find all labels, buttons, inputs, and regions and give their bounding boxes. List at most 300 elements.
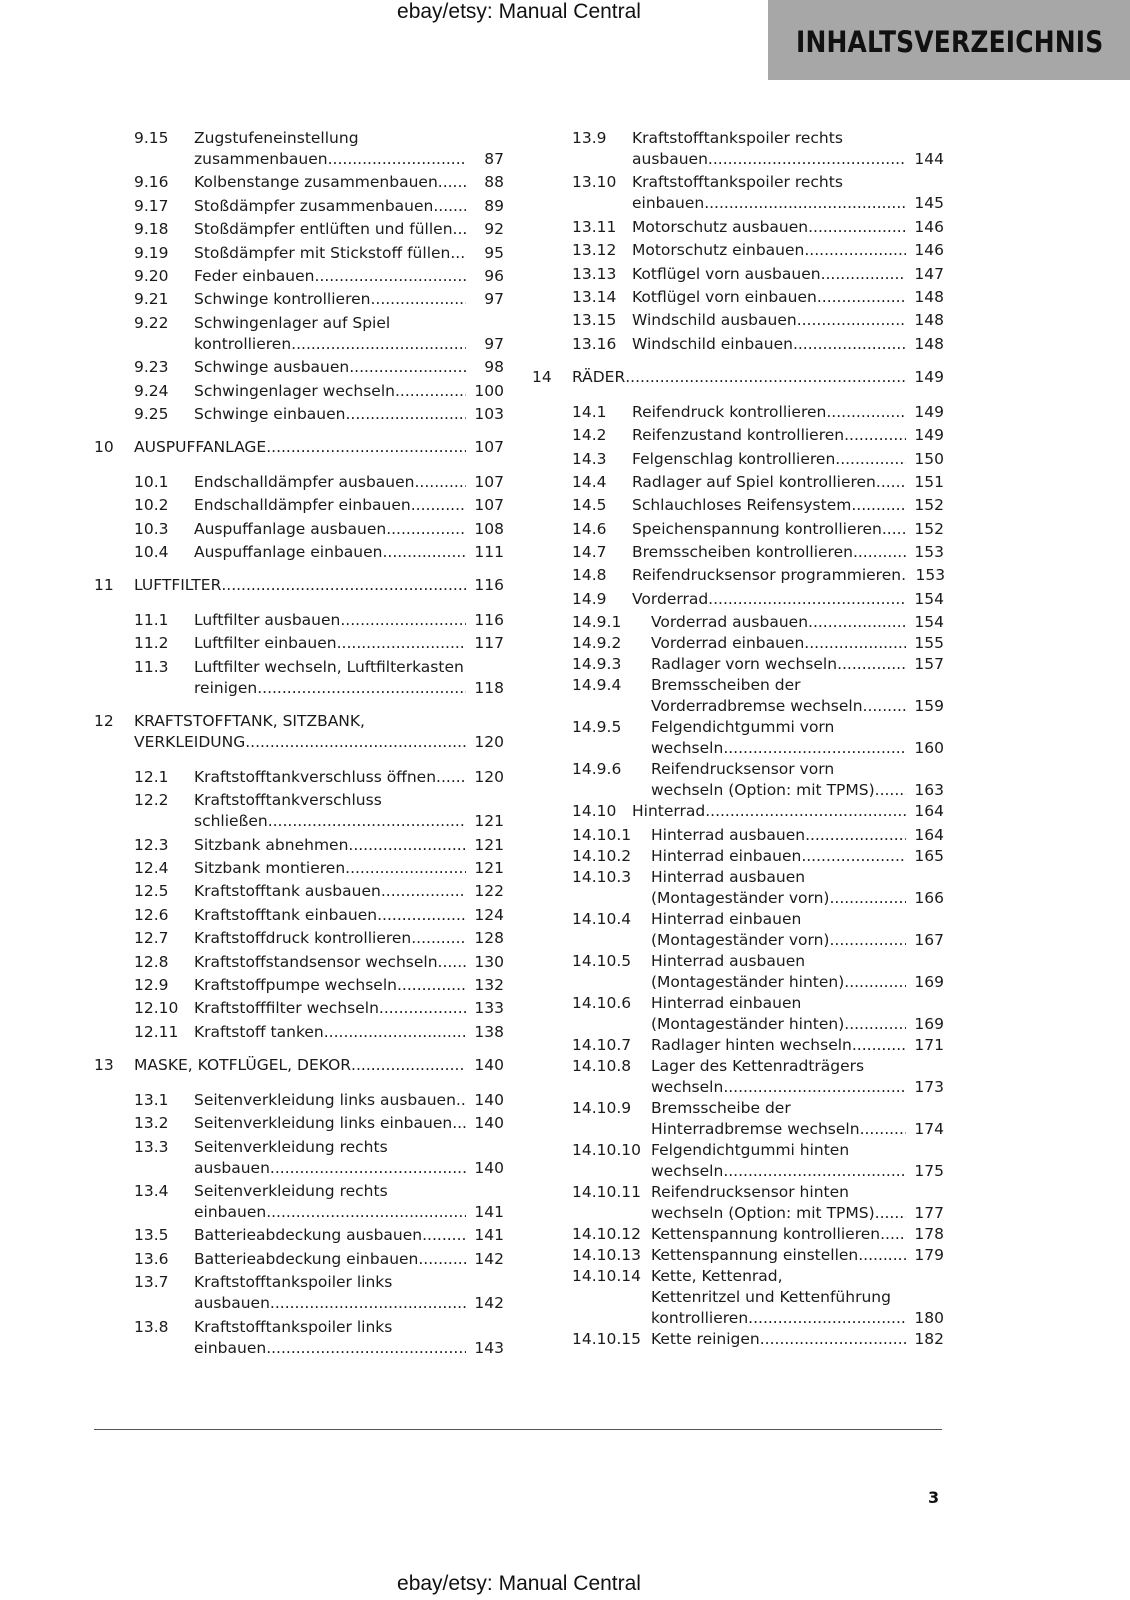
toc-entry-number: 13.11 — [572, 217, 617, 236]
dot-leader — [837, 654, 906, 675]
toc-entry-title: Stoßdämpfer mit Stickstoff füllen — [194, 243, 451, 262]
toc-entry-title: kontrollieren — [651, 1308, 749, 1327]
toc-entry-title: Kraftstoff tanken — [194, 1022, 324, 1041]
toc-entry-number: 14.10 — [572, 802, 617, 821]
toc-entry[interactable] — [532, 846, 944, 867]
toc-entry[interactable] — [94, 172, 504, 193]
toc-entry-title: Hinterrad ausbauen — [651, 951, 806, 970]
toc-entry-title: Kettenspannung einstellen — [651, 1245, 859, 1264]
toc-entry-number: 13.3 — [134, 1137, 169, 1156]
toc-entry-title: Hinterrad einbauen — [651, 909, 802, 928]
dot-leader — [345, 404, 466, 425]
toc-entry-number: 10.2 — [134, 496, 169, 515]
toc-entry-number: 9.25 — [134, 404, 169, 423]
toc-entry[interactable] — [94, 289, 504, 310]
toc-entry-page: 149 — [914, 367, 944, 386]
toc-entry-number: 9.20 — [134, 266, 169, 285]
toc-entry-page: 164 — [914, 825, 944, 844]
toc-entry-page: 107 — [474, 472, 504, 491]
toc-entry-page: 150 — [914, 449, 944, 468]
toc-entry-number: 14.10.7 — [572, 1035, 632, 1054]
toc-entry-page: 152 — [914, 519, 944, 538]
toc-entry[interactable] — [532, 633, 944, 654]
toc-entry[interactable] — [532, 334, 944, 355]
dot-leader — [438, 952, 466, 973]
toc-entry-page: 96 — [484, 266, 504, 285]
toc-entry-number: 13.7 — [134, 1273, 169, 1292]
toc-entry[interactable] — [94, 835, 504, 856]
toc-entry-title: Felgenschlag kontrollieren — [632, 449, 836, 468]
toc-entry[interactable] — [94, 219, 504, 240]
toc-entry-page: 132 — [474, 975, 504, 994]
toc-chapter[interactable] — [94, 575, 504, 596]
toc-entry[interactable] — [94, 610, 504, 631]
toc-entry[interactable] — [532, 172, 944, 214]
toc-entry-title: Kraftstoffdruck kontrollieren — [194, 929, 412, 948]
toc-entry[interactable] — [532, 1224, 944, 1245]
toc-entry-number: 13.10 — [572, 173, 617, 192]
toc-entry-title: reinigen — [194, 678, 258, 697]
toc-entry[interactable] — [94, 404, 504, 425]
toc-entry-number: 13.6 — [134, 1249, 169, 1268]
dot-leader — [723, 738, 906, 759]
toc-entry[interactable] — [94, 767, 504, 788]
toc-entry[interactable] — [532, 310, 944, 331]
toc-entry-number: 12.8 — [134, 952, 169, 971]
toc-entry-page: 154 — [914, 589, 944, 608]
toc-entry[interactable] — [94, 1022, 504, 1043]
toc-entry-number: 14.10.13 — [572, 1245, 642, 1264]
toc-entry-title: Reifendrucksensor hinten — [651, 1182, 849, 1201]
dot-leader — [844, 1014, 906, 1035]
toc-entry-title: Windschild ausbauen — [632, 311, 797, 330]
toc-entry[interactable] — [94, 952, 504, 973]
dot-leader — [456, 1090, 466, 1111]
dot-leader — [379, 998, 466, 1019]
dot-leader — [821, 264, 906, 285]
toc-entry-title: Schlauchloses Reifensystem — [632, 496, 852, 515]
dot-leader — [829, 930, 906, 951]
toc-entry[interactable] — [94, 472, 504, 493]
toc-entry-title: Sitzbank montieren — [194, 859, 346, 878]
toc-entry-page: 128 — [474, 929, 504, 948]
toc-entry-page: 89 — [484, 196, 504, 215]
toc-chapter[interactable] — [532, 367, 944, 388]
toc-entry-title: (Montageständer hinten) — [651, 972, 845, 991]
dot-leader — [328, 149, 466, 170]
toc-entry-number: 12.9 — [134, 975, 169, 994]
toc-entry[interactable] — [94, 542, 504, 563]
dot-leader — [221, 575, 466, 596]
toc-entry[interactable] — [94, 1090, 504, 1111]
toc-entry-title: Schwingenlager auf Spiel — [194, 313, 391, 332]
toc-entry-title: Kraftstofffilter wechseln — [194, 999, 379, 1018]
toc-entry-page: 153 — [914, 543, 944, 562]
toc-entry[interactable] — [532, 1182, 944, 1224]
dot-leader — [324, 1022, 466, 1043]
toc-entry-number: 13.12 — [572, 241, 617, 260]
toc-entry[interactable] — [94, 998, 504, 1019]
dot-leader — [291, 334, 466, 355]
toc-entry[interactable] — [532, 825, 944, 846]
toc-entry-number: 14.6 — [572, 519, 607, 538]
dot-leader — [863, 696, 906, 717]
toc-entry-title: Zugstufeneinstellung — [194, 129, 359, 147]
toc-entry-title: Endschalldämpfer ausbauen — [194, 472, 415, 491]
toc-entry-title: Vorderrad — [632, 589, 709, 608]
toc-entry[interactable] — [532, 759, 944, 801]
toc-entry-page: 179 — [914, 1245, 944, 1264]
toc-entry-page: 111 — [474, 543, 504, 562]
dot-leader — [268, 811, 466, 832]
toc-entry-number: 13 — [94, 1055, 114, 1074]
toc-entry-page: 165 — [914, 846, 944, 865]
toc-entry-number: 14.2 — [572, 426, 607, 445]
toc-entry-title: Hinterrad einbauen — [651, 993, 802, 1012]
toc-entry[interactable] — [532, 425, 944, 446]
toc-entry[interactable] — [532, 951, 944, 993]
toc-entry-number: 14.10.2 — [572, 846, 632, 865]
toc-entry-number: 14.7 — [572, 543, 607, 562]
toc-entry[interactable] — [94, 1249, 504, 1270]
toc-entry[interactable] — [532, 1266, 944, 1329]
toc-entry-title: Kraftstofftankverschluss — [194, 791, 382, 810]
dot-leader — [797, 310, 906, 331]
toc-entry[interactable] — [94, 519, 504, 540]
dot-leader — [452, 1113, 466, 1134]
toc-entry-page: 133 — [474, 999, 504, 1018]
dot-leader — [348, 835, 466, 856]
toc-entry-page: 143 — [474, 1338, 504, 1357]
toc-entry-title: Stoßdämpfer entlüften und füllen — [194, 220, 453, 239]
toc-entry[interactable] — [532, 801, 944, 822]
dot-leader — [414, 472, 466, 493]
toc-entry[interactable] — [94, 1225, 504, 1246]
toc-entry-page: 153 — [915, 566, 946, 585]
toc-entry[interactable] — [94, 266, 504, 287]
toc-entry-title: Motorschutz ausbauen — [632, 217, 809, 236]
toc-entry[interactable] — [94, 495, 504, 516]
dot-leader — [257, 678, 466, 699]
dot-leader — [270, 1293, 466, 1314]
dot-leader — [381, 881, 466, 902]
dot-leader — [882, 519, 906, 540]
toc-entry-page: 118 — [474, 678, 504, 697]
toc-entry[interactable] — [94, 657, 504, 699]
dot-leader — [266, 437, 466, 458]
toc-entry-title: Bremsscheibe der — [651, 1098, 791, 1117]
toc-entry-number: 13.13 — [572, 264, 617, 283]
toc-entry-page: 154 — [914, 613, 944, 632]
toc-entry-number: 14.10.4 — [572, 909, 632, 928]
toc-entry-page: 140 — [474, 1090, 504, 1109]
dot-leader — [723, 1161, 906, 1182]
dot-leader — [817, 287, 906, 308]
toc-entry-title: Lager des Kettenradträgers — [651, 1056, 865, 1075]
toc-entry[interactable] — [94, 128, 504, 170]
dot-leader — [395, 381, 466, 402]
dot-leader — [826, 402, 906, 423]
toc-entry-title: Kraftstoffpumpe wechseln — [194, 975, 397, 994]
toc-entry[interactable] — [94, 905, 504, 926]
toc-entry[interactable] — [532, 264, 944, 285]
toc-entry-number: 12.7 — [134, 929, 169, 948]
toc-entry-title: Hinterrad ausbauen — [651, 825, 806, 844]
toc-entry[interactable] — [94, 1272, 504, 1314]
toc-entry-title: Sitzbank abnehmen — [194, 835, 349, 854]
toc-entry-title: Vorderrad einbauen — [651, 634, 805, 653]
dot-leader — [377, 905, 466, 926]
toc-entry-number: 9.18 — [134, 220, 169, 239]
toc-entry-title: Reifenzustand kontrollieren — [632, 426, 845, 445]
dot-leader — [708, 149, 906, 170]
toc-entry-number: 13.2 — [134, 1114, 169, 1133]
toc-entry[interactable] — [532, 1056, 944, 1098]
toc-entry-page: 97 — [484, 334, 504, 353]
dot-leader — [835, 449, 906, 470]
toc-entry-number: 14.10.8 — [572, 1056, 632, 1075]
toc-entry-title: Radlager vorn wechseln — [651, 655, 838, 674]
toc-entry-title: Reifendruck kontrollieren — [632, 402, 827, 421]
toc-entry-number: 13.8 — [134, 1317, 169, 1336]
toc-entry-page: 149 — [914, 426, 944, 445]
toc-entry[interactable] — [94, 381, 504, 402]
dot-leader — [852, 1035, 906, 1056]
toc-entry-page: 120 — [474, 767, 504, 786]
toc-entry-number: 9.21 — [134, 290, 169, 309]
toc-entry-page: 178 — [914, 1224, 944, 1243]
toc-entry[interactable] — [94, 1317, 504, 1359]
toc-entry[interactable] — [532, 217, 944, 238]
dot-leader — [793, 334, 906, 355]
toc-entry[interactable] — [532, 449, 944, 470]
toc-entry[interactable] — [94, 633, 504, 654]
toc-entry-title: Vorderrad ausbauen — [651, 613, 809, 632]
toc-entry[interactable] — [532, 589, 944, 610]
watermark-bottom: ebay/etsy: Manual Central — [397, 1572, 641, 1595]
toc-entry-number: 14.9.1 — [572, 613, 622, 632]
toc-entry-number: 10 — [94, 437, 114, 456]
toc-entry-title: kontrollieren — [194, 334, 292, 353]
toc-entry[interactable] — [532, 565, 944, 586]
toc-entry[interactable] — [532, 542, 944, 563]
toc-entry-page: 116 — [474, 576, 504, 595]
toc-entry-number: 14.10.3 — [572, 867, 632, 886]
toc-entry-page: 140 — [474, 1055, 504, 1074]
dot-leader — [705, 801, 906, 822]
toc-entry-title: Radlager hinten wechseln — [651, 1035, 852, 1054]
toc-entry[interactable] — [94, 928, 504, 949]
toc-entry-title: Hinterrad einbauen — [651, 846, 802, 865]
dot-leader — [804, 240, 906, 261]
toc-entry-number: 13.16 — [572, 334, 617, 353]
dot-leader — [411, 495, 466, 516]
toc-entry-number: 14.4 — [572, 472, 607, 491]
toc-entry-page: 87 — [484, 150, 504, 168]
toc-entry-number: 9.15 — [134, 129, 169, 147]
toc-entry[interactable] — [532, 402, 944, 423]
toc-entry[interactable] — [532, 1245, 944, 1266]
dot-leader — [340, 610, 466, 631]
dot-leader — [351, 1055, 466, 1076]
toc-entry[interactable] — [94, 1113, 504, 1134]
toc-entry-page: 149 — [914, 402, 944, 421]
toc-entry[interactable] — [94, 357, 504, 378]
toc-entry[interactable] — [94, 196, 504, 217]
dot-leader — [853, 542, 906, 563]
toc-entry-title: Kraftstoffstandsensor wechseln — [194, 952, 438, 971]
toc-entry[interactable] — [532, 128, 944, 170]
toc-entry-title: Speichenspannung kontrollieren — [632, 519, 882, 538]
toc-entry-title: Schwingenlager wechseln — [194, 381, 395, 400]
toc-entry-number: 14.9.2 — [572, 634, 622, 653]
toc-entry-page: 167 — [914, 930, 944, 949]
toc-entry-page: 124 — [474, 905, 504, 924]
toc-entry-page: 121 — [474, 859, 504, 878]
toc-entry-page: 182 — [914, 1329, 944, 1348]
toc-entry-title: Luftfilter wechseln, Luftfilterkasten — [194, 657, 464, 676]
dot-leader — [349, 357, 466, 378]
toc-entry-page: 163 — [914, 781, 944, 800]
dot-leader — [723, 1077, 906, 1098]
toc-entry-number: 9.23 — [134, 358, 169, 377]
toc-entry[interactable] — [532, 287, 944, 308]
toc-column-left — [94, 128, 504, 1361]
toc-entry[interactable] — [532, 472, 944, 493]
toc-entry-number: 12.1 — [134, 767, 169, 786]
toc-entry[interactable] — [532, 909, 944, 951]
toc-entry-title: (Montageständer hinten) — [651, 1014, 845, 1033]
toc-entry[interactable] — [532, 993, 944, 1035]
toc-entry-title: RÄDER — [572, 367, 626, 386]
toc-entry-page: 141 — [474, 1226, 504, 1245]
toc-column-right — [532, 128, 944, 1350]
toc-entry-title: einbauen — [194, 1338, 267, 1357]
toc-entry[interactable] — [94, 881, 504, 902]
toc-entry[interactable] — [94, 1137, 504, 1179]
toc-entry-number: 11.3 — [134, 657, 169, 676]
toc-entry-page: 171 — [914, 1035, 944, 1054]
header-title: INHALTSVERZEICHNIS — [796, 24, 1104, 59]
toc-entry[interactable] — [94, 790, 504, 832]
toc-entry-page: 157 — [914, 655, 944, 674]
toc-entry-number: 10.4 — [134, 543, 169, 562]
toc-entry-number: 9.17 — [134, 196, 169, 215]
toc-entry[interactable] — [532, 240, 944, 261]
dot-leader — [704, 193, 906, 214]
toc-entry-page: 155 — [914, 634, 944, 653]
toc-entry[interactable] — [532, 717, 944, 759]
toc-entry[interactable] — [532, 1140, 944, 1182]
dot-leader — [805, 825, 906, 846]
toc-entry-title: Luftfilter ausbauen — [194, 611, 341, 630]
dot-leader — [625, 367, 906, 388]
toc-entry[interactable] — [532, 1098, 944, 1140]
toc-entry-number: 12.11 — [134, 1022, 179, 1041]
toc-entry-number: 11.2 — [134, 634, 169, 653]
toc-entry-number: 12.3 — [134, 835, 169, 854]
toc-entry[interactable] — [532, 1329, 944, 1350]
toc-entry[interactable] — [532, 1035, 944, 1056]
toc-entry-page: 146 — [914, 217, 944, 236]
toc-entry-title: (Montageständer vorn) — [651, 930, 830, 949]
toc-entry-title: Schwinge kontrollieren — [194, 290, 371, 309]
toc-entry[interactable] — [532, 495, 944, 516]
dot-leader — [266, 1202, 466, 1223]
toc-entry-page: 180 — [914, 1308, 944, 1327]
dot-leader — [808, 217, 906, 238]
toc-entry-title: Bremsscheiben der — [651, 676, 801, 695]
toc-entry-page: 130 — [474, 952, 504, 971]
toc-entry[interactable] — [94, 975, 504, 996]
toc-entry-number: 14.10.12 — [572, 1224, 642, 1243]
dot-leader — [418, 1249, 466, 1270]
toc-entry[interactable] — [532, 675, 944, 717]
toc-entry-number: 12.5 — [134, 882, 169, 901]
dot-leader — [266, 1338, 466, 1359]
toc-entry-page: 97 — [484, 290, 504, 309]
toc-entry-number: 13.15 — [572, 311, 617, 330]
toc-entry-title: Kraftstofftankspoiler rechts — [632, 173, 843, 192]
toc-entry-page: 121 — [474, 812, 504, 831]
toc-entry-number: 12.4 — [134, 859, 169, 878]
dot-leader — [422, 1225, 466, 1246]
toc-chapter[interactable] — [94, 437, 504, 458]
toc-entry[interactable] — [532, 867, 944, 909]
dot-leader — [844, 425, 906, 446]
toc-entry-page: 100 — [474, 381, 504, 400]
toc-entry-title: Kraftstofftankspoiler links — [194, 1273, 393, 1292]
toc-entry[interactable] — [94, 313, 504, 355]
toc-entry-number: 14.10.14 — [572, 1266, 642, 1285]
toc-entry-number: 14.9.6 — [572, 760, 622, 779]
toc-entry-title: LUFTFILTER — [134, 576, 222, 595]
toc-entry-page: 175 — [914, 1161, 944, 1180]
toc-entry-number: 14.10.5 — [572, 951, 632, 970]
toc-entry[interactable] — [532, 519, 944, 540]
toc-chapter[interactable] — [94, 1055, 504, 1076]
toc-entry-title: Radlager auf Spiel kontrollieren — [632, 472, 876, 491]
toc-entry-page: 148 — [914, 287, 944, 306]
dot-leader — [875, 780, 906, 801]
toc-chapter[interactable] — [94, 711, 504, 753]
dot-leader — [438, 172, 466, 193]
toc-entry-title: Kolbenstange zusammenbauen — [194, 173, 438, 192]
toc-entry-number: 14.9.5 — [572, 718, 622, 737]
toc-entry-page: 173 — [914, 1077, 944, 1096]
toc-entry-title: Luftfilter einbauen — [194, 634, 337, 653]
toc-entry[interactable] — [532, 654, 944, 675]
dot-leader — [411, 928, 466, 949]
toc-entry-page: 120 — [474, 732, 504, 751]
toc-entry-title: wechseln — [651, 1161, 724, 1180]
toc-entry-title: Auspuffanlage ausbauen — [194, 519, 387, 538]
toc-entry-number: 14.10.15 — [572, 1329, 642, 1348]
toc-entry-number: 14.9.3 — [572, 655, 622, 674]
toc-entry[interactable] — [94, 1181, 504, 1223]
dot-leader — [337, 633, 466, 654]
dot-leader — [801, 846, 906, 867]
toc-entry-title: Kraftstofftank ausbauen — [194, 882, 381, 901]
toc-entry[interactable] — [532, 612, 944, 633]
toc-entry-number: 14.8 — [572, 566, 607, 585]
toc-entry-page: 169 — [914, 1014, 944, 1033]
toc-entry-title: Kotflügel vorn einbauen — [632, 287, 817, 306]
toc-entry-number: 13.14 — [572, 287, 617, 306]
toc-entry[interactable] — [94, 858, 504, 879]
dot-leader — [844, 972, 906, 993]
toc-entry[interactable] — [94, 243, 504, 264]
